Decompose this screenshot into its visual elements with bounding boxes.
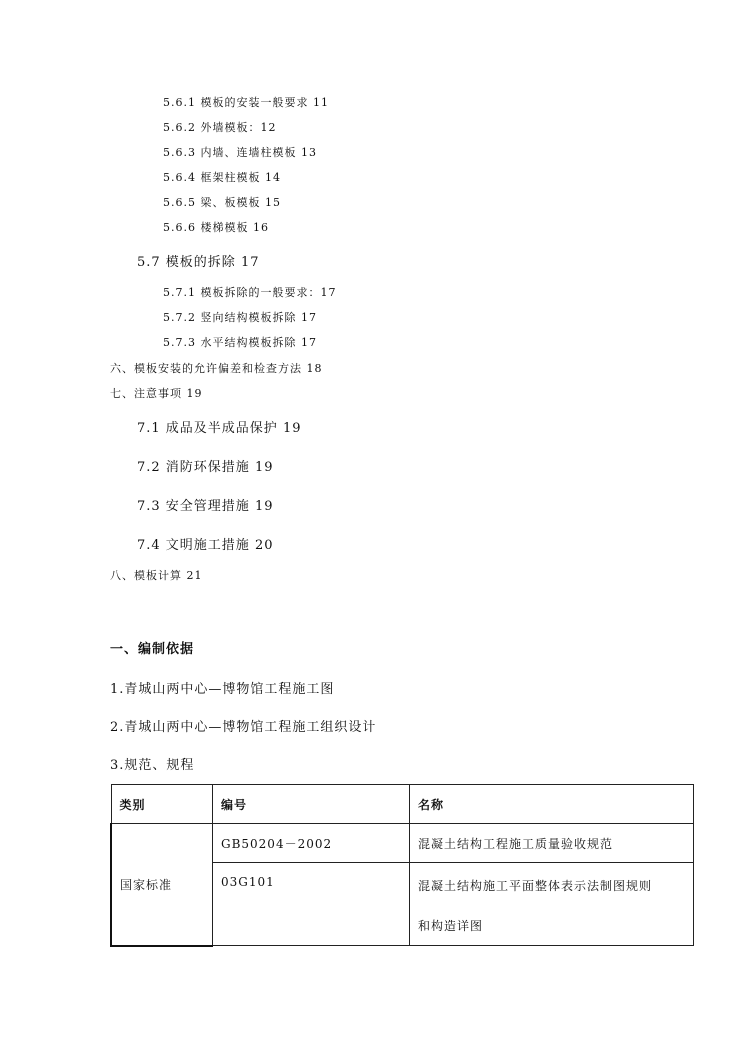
header-code: 编号 — [213, 785, 410, 824]
toc-entry: 5.7.1 模板拆除的一般要求：17 — [163, 286, 337, 299]
toc-entry: 7.3 安全管理措施 19 — [137, 499, 274, 514]
toc-entry: 5.7 模板的拆除 17 — [137, 255, 260, 270]
toc-entry: 5.7.3 水平结构模板拆除 17 — [163, 336, 317, 349]
toc-entry: 5.7.2 竖向结构模板拆除 17 — [163, 311, 317, 324]
header-category: 类别 — [111, 785, 213, 824]
toc-entry: 5.6.1 模板的安装一般要求 11 — [163, 96, 329, 109]
section-item: 2.青城山两中心—博物馆工程施工组织设计 — [110, 720, 377, 735]
toc-entry: 六、模板安装的允许偏差和检查方法 18 — [110, 362, 323, 375]
table-row — [111, 824, 694, 863]
toc-entry: 5.6.4 框架柱模板 14 — [163, 171, 281, 184]
name-cell: 混凝土结构工程施工质量验收规范 — [410, 824, 694, 863]
header-name: 名称 — [410, 785, 694, 824]
toc-entry: 5.6.3 内墙、连墙柱模板 13 — [163, 146, 317, 159]
section-heading: 一、编制依据 — [110, 642, 195, 657]
toc-entry: 5.6.5 梁、板模板 15 — [163, 196, 281, 209]
code-cell: GB50204－2002 — [213, 824, 410, 863]
name-line: 和构造详图 — [418, 919, 484, 933]
toc-entry: 7.1 成品及半成品保护 19 — [137, 421, 302, 436]
toc-entry: 八、模板计算 21 — [110, 569, 203, 582]
category-cell: 国家标准 — [111, 824, 213, 946]
toc-entry: 5.6.6 楼梯模板 16 — [163, 221, 269, 234]
code-cell: 03G101 — [213, 863, 410, 946]
section-item: 1.青城山两中心—博物馆工程施工图 — [110, 682, 335, 697]
toc-entry: 7.4 文明施工措施 20 — [137, 538, 274, 553]
toc-entry: 5.6.2 外墙模板：12 — [163, 121, 277, 134]
toc-entry: 七、注意事项 19 — [110, 387, 203, 400]
standards-table — [110, 784, 694, 947]
table-header-row — [111, 785, 694, 824]
toc-entry: 7.2 消防环保措施 19 — [137, 460, 274, 475]
name-cell — [410, 863, 694, 946]
section-item: 3.规范、规程 — [110, 758, 195, 773]
name-line: 混凝土结构施工平面整体表示法制图规则 — [418, 879, 653, 893]
